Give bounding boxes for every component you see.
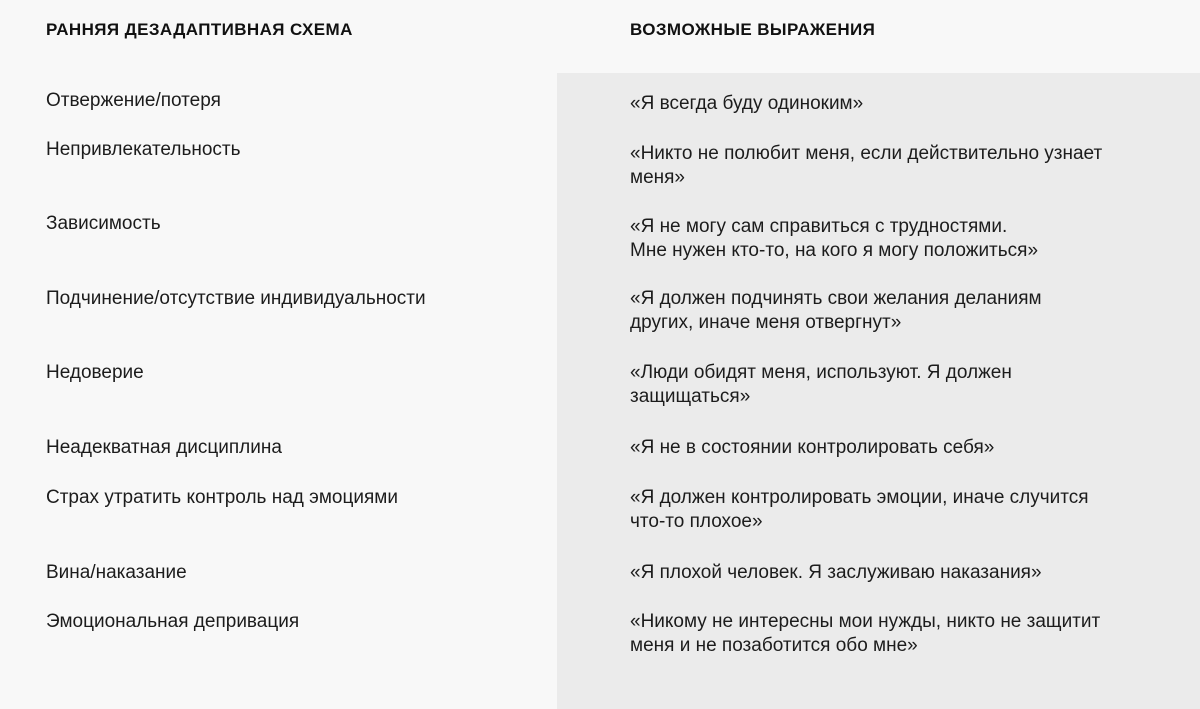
table-row-8-schema: Вина/наказание — [46, 562, 187, 583]
table-row-5-schema: Недоверие — [46, 362, 144, 383]
table-row-4-schema: Подчинение/отсутствие индивидуальности — [46, 288, 426, 309]
table-header — [0, 0, 1200, 73]
table-row-3-expression: «Я не могу сам справиться с трудностями. Мне нужен кто-то, на кого я могу положиться» — [630, 216, 1039, 261]
table-row-5-expression: «Люди обидят меня, используют. Я должен защищаться» — [630, 362, 1012, 407]
table-row-4-expression: «Я должен подчинять свои желания деланиям других, иначе меня отвергнут» — [630, 288, 1042, 333]
table-row-2-expression: «Никто не полюбит меня, если действительно узнает меня» — [630, 143, 1103, 188]
column-header-expression: ВОЗМОЖНЫЕ ВЫРАЖЕНИЯ — [630, 20, 876, 39]
table-row-7-expression: «Я должен контролировать эмоции, иначе случится что-то плохое» — [630, 487, 1089, 532]
table-row-6-schema: Неадекватная дисциплина — [46, 437, 282, 458]
table-row-6-expression: «Я не в состоянии контролировать себя» — [630, 437, 995, 458]
table-row-9-expression: «Никому не интересны мои нужды, никто не защитит меня и не позаботится обо мне» — [630, 611, 1101, 656]
table-row-9-schema: Эмоциональная депривация — [46, 611, 300, 632]
table-row-2-schema: Непривлекательность — [46, 139, 241, 160]
table-row-7-schema: Страх утратить контроль над эмоциями — [46, 487, 398, 508]
table-row-3-schema: Зависимость — [46, 213, 161, 234]
table-row-1-schema: Отвержение/потеря — [46, 90, 221, 111]
column-header-schema: РАННЯЯ ДЕЗАДАПТИВНАЯ СХЕМА — [46, 20, 353, 39]
table-row-8-expression: «Я плохой человек. Я заслуживаю наказания» — [630, 562, 1042, 583]
table-row-1-expression: «Я всегда буду одиноким» — [630, 93, 864, 114]
